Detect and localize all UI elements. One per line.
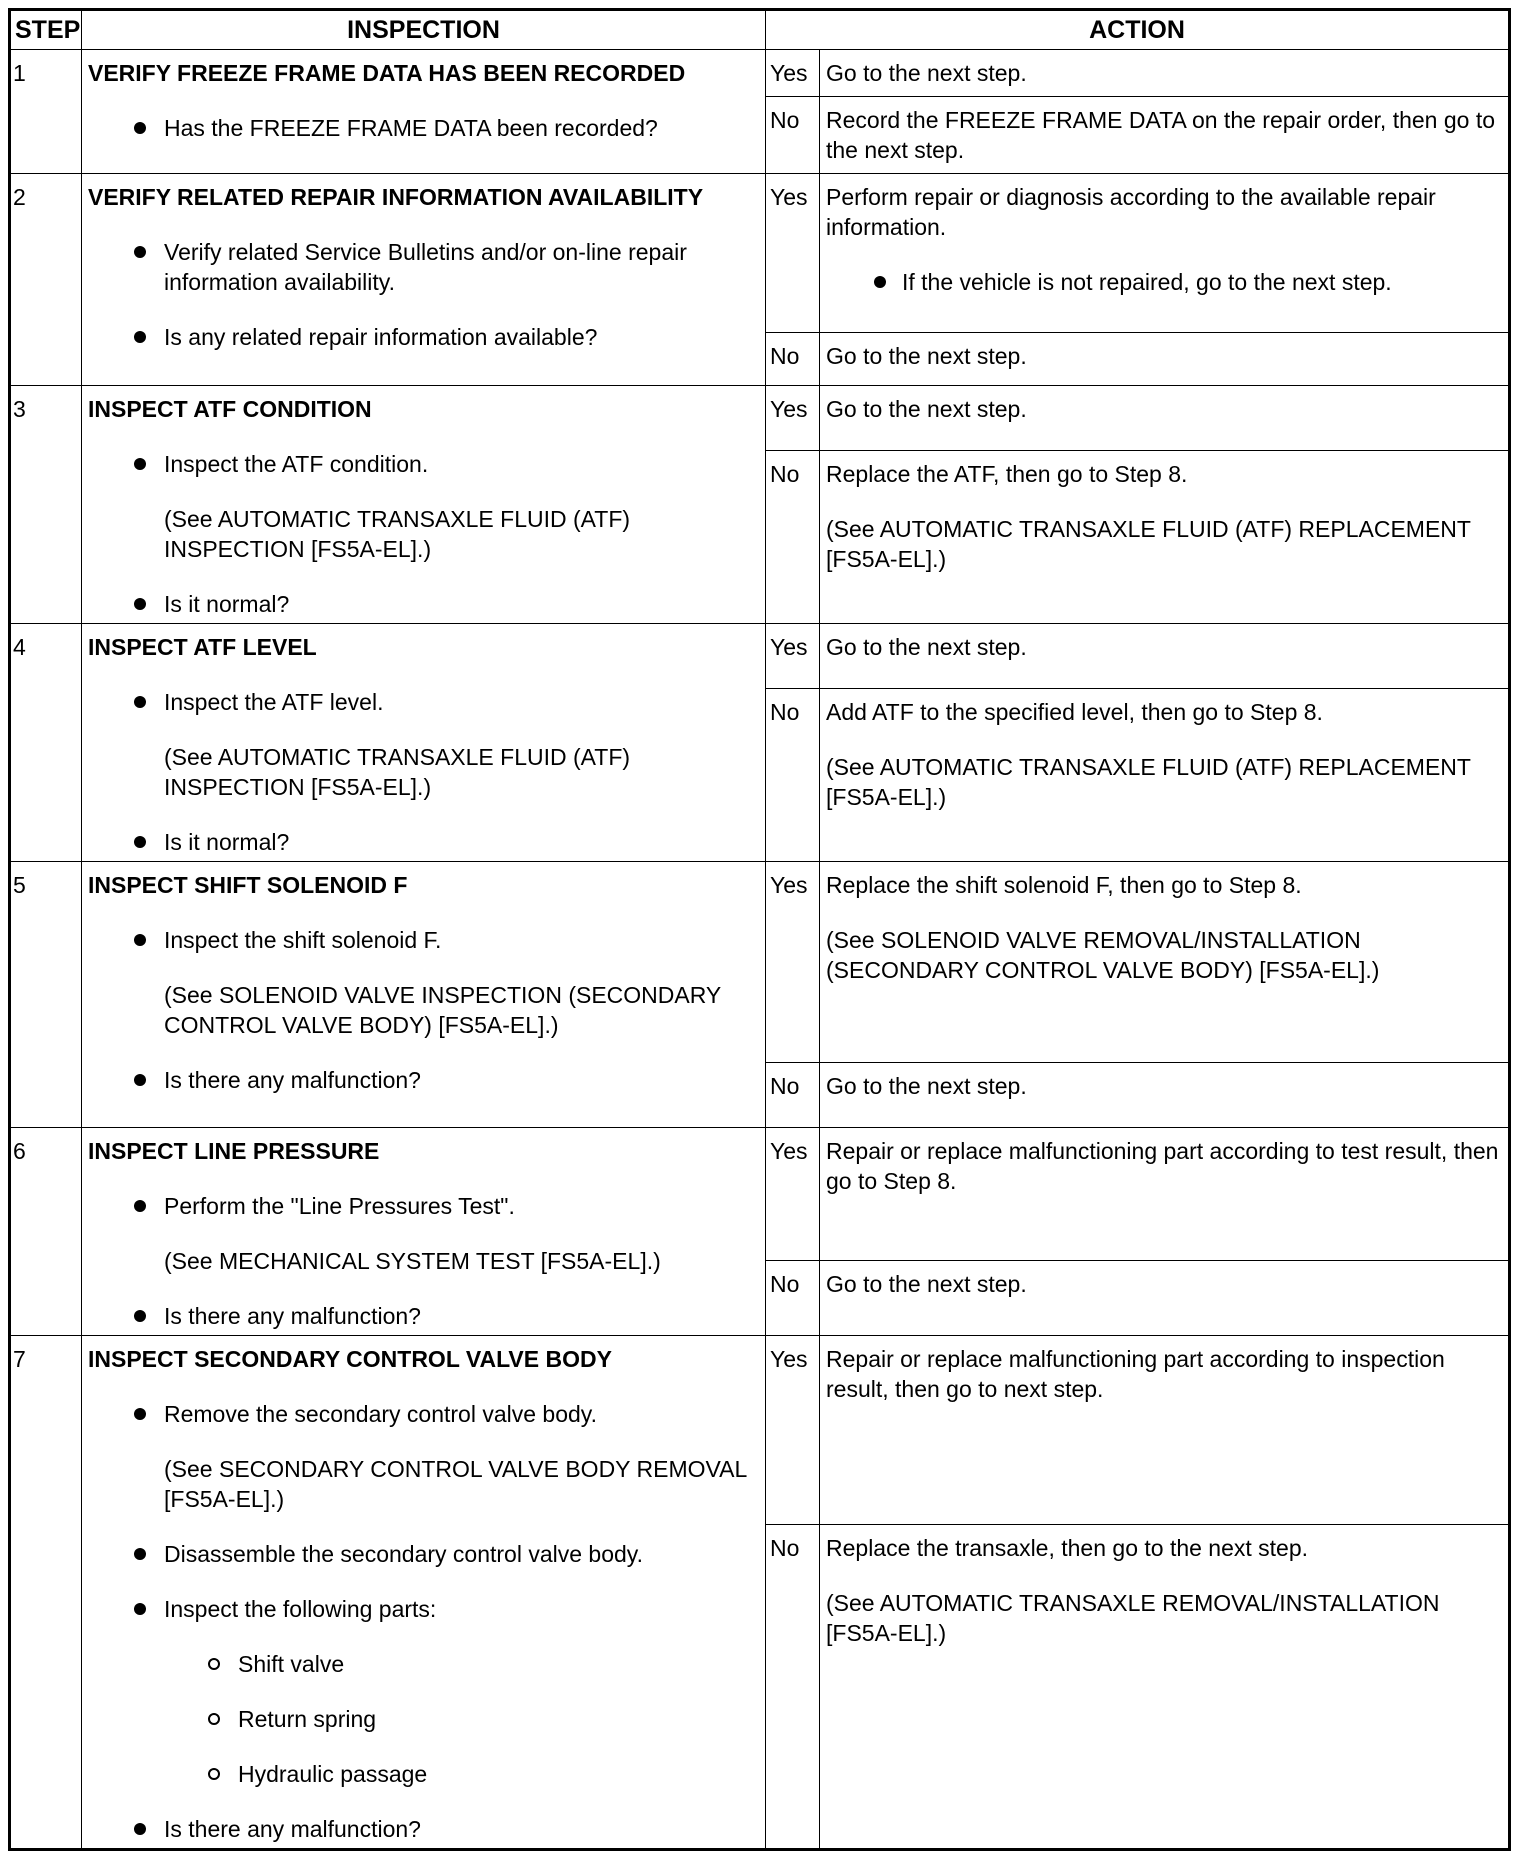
no-action: Go to the next step. — [820, 1063, 1510, 1128]
yes-action — [820, 174, 1510, 333]
sub-item-text: Hydraulic passage — [238, 1761, 428, 1787]
table-header-row — [10, 10, 1510, 50]
no-label: No — [766, 689, 820, 862]
bullet-icon — [134, 331, 146, 343]
action-bullet-text: If the vehicle is not repaired, go to the next step. — [902, 269, 1392, 295]
inspection-item — [88, 449, 759, 479]
sub-item — [88, 1704, 759, 1734]
bullet-icon — [134, 934, 146, 946]
yes-action-reference: (See SOLENOID VALVE REMOVAL/INSTALLATION (SECONDARY CONTROL VALVE BODY) [FS5A-EL].) — [826, 927, 1380, 983]
inspection-cell — [82, 50, 766, 174]
reference-note: (See MECHANICAL SYSTEM TEST [FS5A-EL].) — [164, 1248, 661, 1274]
inspection-item — [88, 113, 759, 143]
bullet-icon — [874, 276, 886, 288]
header-inspection: INSPECTION — [82, 10, 766, 50]
bullet-icon — [134, 1310, 146, 1322]
step-title: VERIFY RELATED REPAIR INFORMATION AVAILABILITY — [88, 184, 704, 210]
inspection-question — [88, 589, 759, 619]
inspection-question — [88, 1301, 759, 1331]
no-action: Go to the next step. — [820, 333, 1510, 386]
bullet-icon — [134, 696, 146, 708]
bullet-icon — [134, 1408, 146, 1420]
yes-label: Yes — [766, 1336, 820, 1525]
inspection-item-text: Inspect the ATF condition. — [164, 451, 429, 477]
table-row — [10, 1128, 1510, 1261]
inspection-item-text: Verify related Service Bulletins and/or on-line repair information availability. — [164, 239, 687, 295]
inspection-question — [88, 1814, 759, 1844]
yes-action-text: Replace the shift solenoid F, then go to Step 8. — [826, 872, 1302, 898]
circle-bullet-icon — [208, 1768, 220, 1780]
inspection-item — [88, 1191, 759, 1221]
bullet-icon — [134, 122, 146, 134]
diagnostic-procedure-sheet — [8, 8, 1508, 1851]
circle-bullet-icon — [208, 1658, 220, 1670]
no-action-text: Replace the ATF, then go to Step 8. — [826, 461, 1188, 487]
inspection-question — [88, 1065, 759, 1095]
step-number: 2 — [10, 174, 82, 386]
table-row — [10, 50, 1510, 97]
inspection-item — [88, 925, 759, 955]
header-step: STEP — [10, 10, 82, 50]
circle-bullet-icon — [208, 1713, 220, 1725]
step-title: VERIFY FREEZE FRAME DATA HAS BEEN RECORDED — [88, 60, 686, 86]
action-bullet — [826, 267, 1502, 297]
step-number: 7 — [10, 1336, 82, 1850]
no-label: No — [766, 333, 820, 386]
bullet-icon — [134, 1548, 146, 1560]
inspection-cell — [82, 386, 766, 624]
inspection-item — [88, 1594, 759, 1624]
no-action-reference: (See AUTOMATIC TRANSAXLE FLUID (ATF) REPLACEMENT [FS5A-EL].) — [826, 516, 1471, 572]
table-row — [10, 862, 1510, 1063]
bullet-icon — [134, 836, 146, 848]
yes-action — [820, 862, 1510, 1063]
sub-item — [88, 1649, 759, 1679]
bullet-icon — [134, 598, 146, 610]
inspection-question-text: Is there any malfunction? — [164, 1816, 421, 1842]
no-action — [820, 689, 1510, 862]
no-action-reference: (See AUTOMATIC TRANSAXLE REMOVAL/INSTALLATION [FS5A-EL].) — [826, 1590, 1440, 1647]
step-number: 6 — [10, 1128, 82, 1336]
inspection-question-text: Is it normal? — [164, 591, 290, 617]
step-title: INSPECT ATF LEVEL — [88, 634, 317, 660]
no-action — [820, 1525, 1510, 1850]
reference-note: (See SECONDARY CONTROL VALVE BODY REMOVAL [FS5A-EL].) — [164, 1456, 747, 1512]
no-label: No — [766, 1525, 820, 1850]
table-row — [10, 624, 1510, 689]
step-number: 1 — [10, 50, 82, 174]
yes-label: Yes — [766, 174, 820, 333]
inspection-item-text: Perform the "Line Pressures Test". — [164, 1193, 515, 1219]
no-action: Record the FREEZE FRAME DATA on the repair order, then go to the next step. — [820, 97, 1510, 174]
no-label: No — [766, 97, 820, 174]
sub-item — [88, 1759, 759, 1789]
step-title: INSPECT ATF CONDITION — [88, 396, 372, 422]
step-title: INSPECT SHIFT SOLENOID F — [88, 872, 408, 898]
inspection-item — [88, 1399, 759, 1429]
table-row — [10, 386, 1510, 451]
inspection-cell — [82, 1336, 766, 1850]
inspection-question-text: Is it normal? — [164, 829, 290, 855]
yes-action: Go to the next step. — [820, 50, 1510, 97]
inspection-item — [88, 687, 759, 717]
bullet-icon — [134, 1074, 146, 1086]
inspection-item — [88, 237, 759, 297]
no-label: No — [766, 1063, 820, 1128]
inspection-cell — [82, 1128, 766, 1336]
inspection-question-text: Is there any malfunction? — [164, 1067, 421, 1093]
no-action-reference: (See AUTOMATIC TRANSAXLE FLUID (ATF) REPLACEMENT [FS5A-EL].) — [826, 754, 1471, 810]
inspection-cell — [82, 862, 766, 1128]
no-action-text: Replace the transaxle, then go to the next step. — [826, 1535, 1309, 1562]
sub-item-text: Return spring — [238, 1706, 377, 1732]
table-row — [10, 174, 1510, 333]
bullet-icon — [134, 1823, 146, 1835]
bullet-icon — [134, 1200, 146, 1212]
inspection-item — [88, 322, 759, 352]
header-action: ACTION — [766, 10, 1510, 50]
yes-label: Yes — [766, 862, 820, 1063]
yes-action: Repair or replace malfunctioning part according to test result, then go to Step 8. — [820, 1128, 1510, 1261]
bullet-icon — [134, 1603, 146, 1615]
step-title: INSPECT SECONDARY CONTROL VALVE BODY — [88, 1346, 612, 1372]
inspection-question-text: Is there any malfunction? — [164, 1303, 421, 1329]
table-row — [10, 1336, 1510, 1525]
step-number: 4 — [10, 624, 82, 862]
inspection-question — [88, 827, 759, 857]
inspection-item-text: Inspect the shift solenoid F. — [164, 927, 442, 953]
inspection-item-text: Is any related repair information available? — [164, 324, 598, 350]
bullet-icon — [134, 246, 146, 258]
no-label: No — [766, 451, 820, 624]
diagnostic-table — [8, 8, 1511, 1851]
inspection-cell — [82, 624, 766, 862]
reference-note: (See AUTOMATIC TRANSAXLE FLUID (ATF) INSPECTION [FS5A-EL].) — [164, 506, 631, 562]
bullet-icon — [134, 458, 146, 470]
inspection-item-text: Remove the secondary control valve body. — [164, 1401, 597, 1427]
yes-action: Go to the next step. — [820, 386, 1510, 451]
no-label: No — [766, 1261, 820, 1336]
yes-action-text: Perform repair or diagnosis according to the available repair information. — [826, 184, 1436, 240]
yes-label: Yes — [766, 386, 820, 451]
inspection-cell — [82, 174, 766, 386]
reference-note: (See SOLENOID VALVE INSPECTION (SECONDARY CONTROL VALVE BODY) [FS5A-EL].) — [164, 982, 721, 1038]
yes-label: Yes — [766, 50, 820, 97]
no-action: Go to the next step. — [820, 1261, 1510, 1336]
yes-label: Yes — [766, 1128, 820, 1261]
yes-action: Repair or replace malfunctioning part according to inspection result, then go to next step. — [820, 1336, 1510, 1525]
no-action-text: Add ATF to the specified level, then go to Step 8. — [826, 699, 1323, 725]
yes-action: Go to the next step. — [820, 624, 1510, 689]
inspection-item-text: Inspect the ATF level. — [164, 689, 384, 715]
inspection-item-text: Disassemble the secondary control valve body. — [164, 1541, 643, 1567]
sub-item-text: Shift valve — [238, 1651, 345, 1677]
inspection-item — [88, 1539, 759, 1569]
no-action — [820, 451, 1510, 624]
step-number: 5 — [10, 862, 82, 1128]
yes-label: Yes — [766, 624, 820, 689]
step-title: INSPECT LINE PRESSURE — [88, 1138, 380, 1164]
inspection-item-text: Has the FREEZE FRAME DATA been recorded? — [164, 115, 658, 141]
inspection-item-text: Inspect the following parts: — [164, 1596, 437, 1622]
step-number: 3 — [10, 386, 82, 624]
reference-note: (See AUTOMATIC TRANSAXLE FLUID (ATF) INSPECTION [FS5A-EL].) — [164, 744, 631, 800]
